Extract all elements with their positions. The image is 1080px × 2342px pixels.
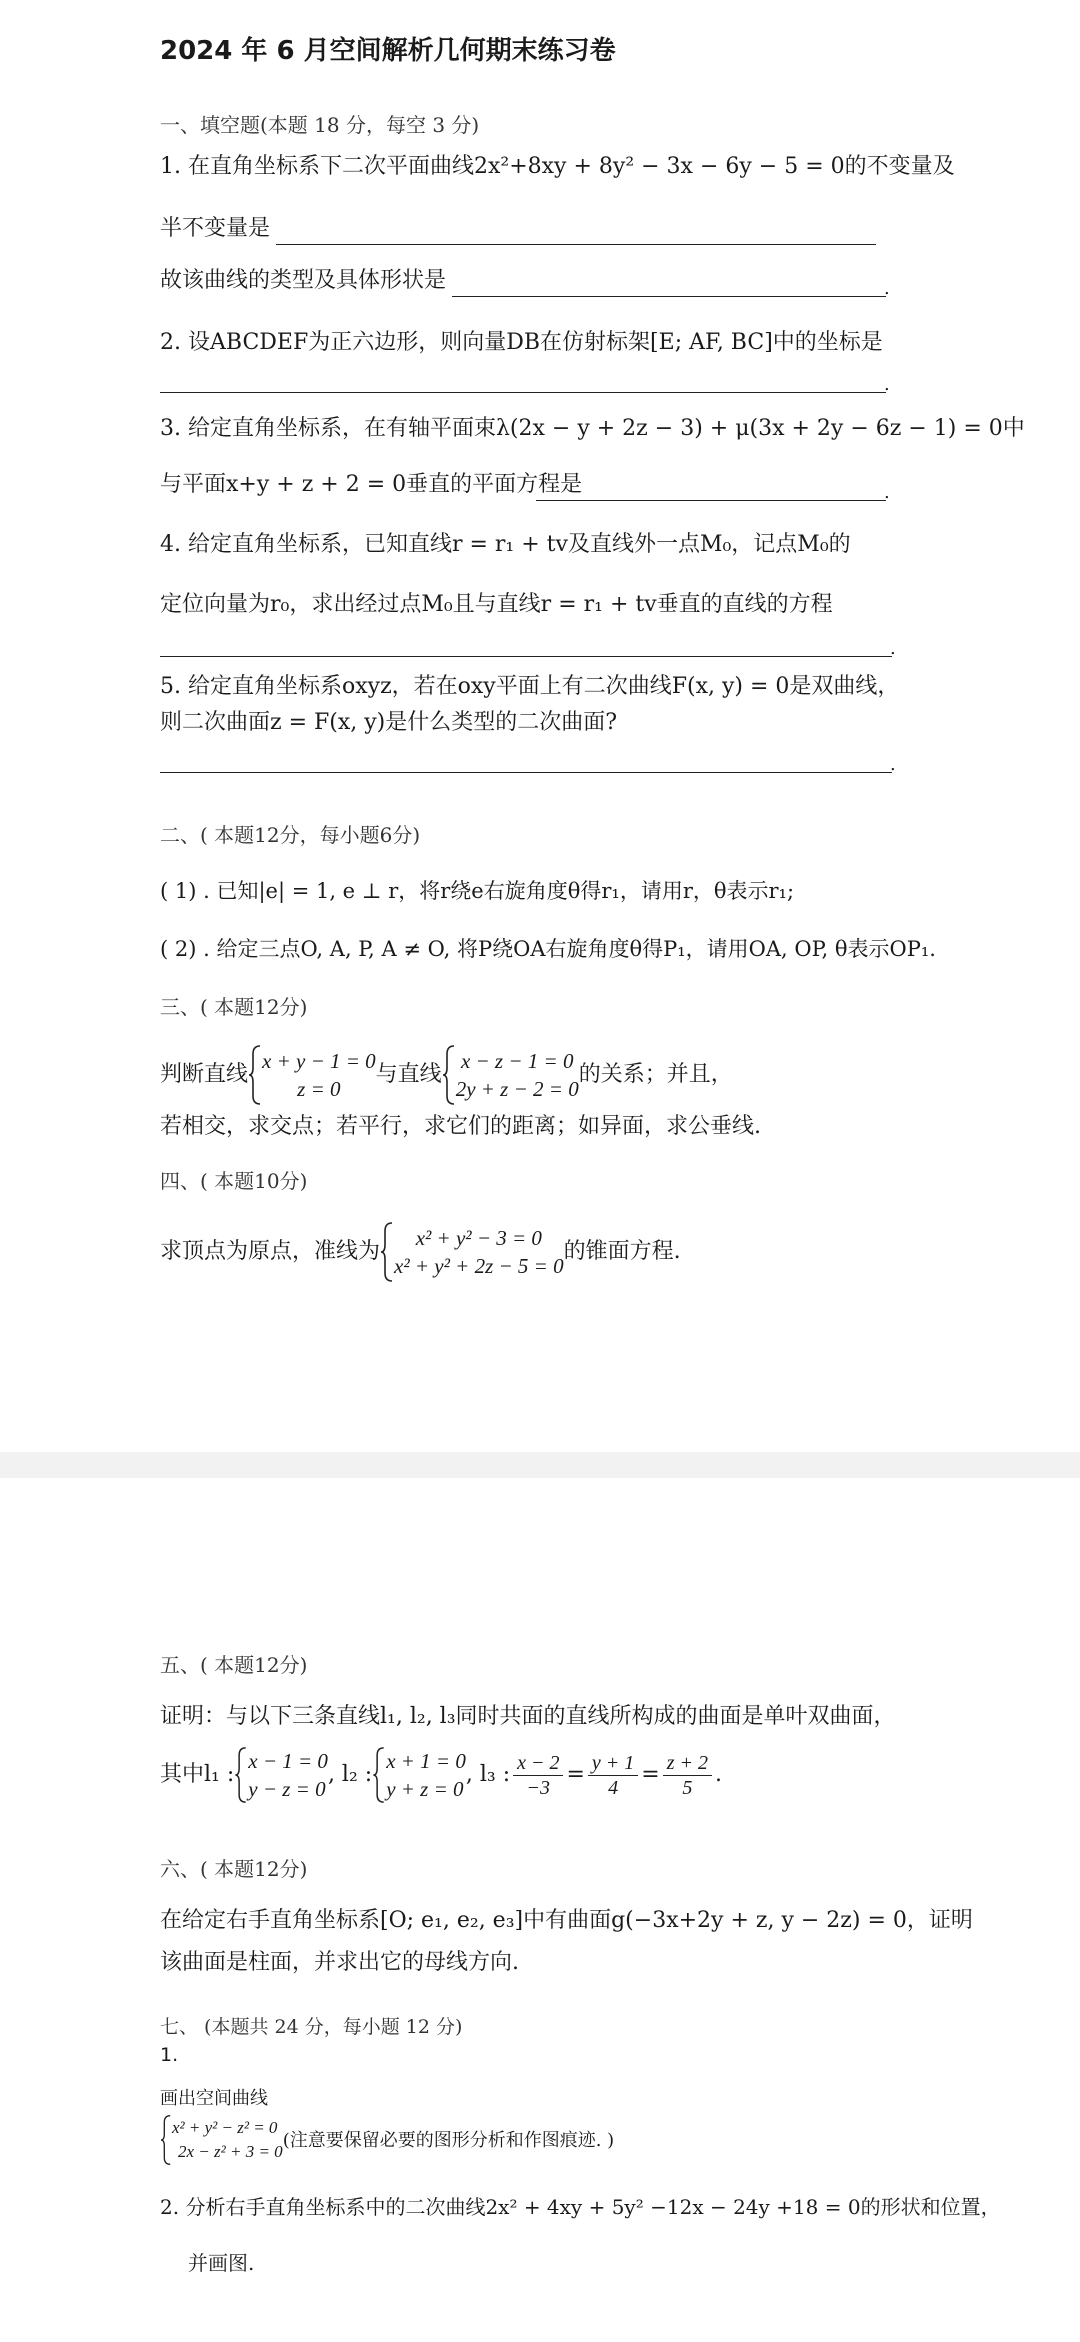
line-l1 bbox=[248, 1747, 328, 1803]
line-l2 bbox=[386, 1747, 466, 1803]
left-brace-icon bbox=[442, 1044, 456, 1106]
q2-line1: 2. 设ABCDEF为正六边形，则向量DB在仿射标架[E; AF, BC]中的坐标是 bbox=[160, 330, 883, 355]
section-3-problem bbox=[160, 1044, 733, 1106]
q3-line1: 3. 给定直角坐标系，在有轴平面束λ(2x − y + 2z − 3) + μ(3x + 2y − 6z − 1) = 0中 bbox=[160, 416, 1025, 441]
section-6-line1: 在给定右手直角坐标系[O; e₁, e₂, e₃]中有曲面g(−3x+2y + z, y − 2z) = 0，证明 bbox=[160, 1908, 973, 1933]
q4-line1: 4. 给定直角坐标系，已知直线r = r₁ + tv及直线外一点M₀，记点M₀的 bbox=[160, 532, 851, 557]
section-4-eq-a: x² + y² − 3 = 0 bbox=[415, 1226, 542, 1250]
drawing-note: (注意要保留必要的图形分析和作图痕迹. ) bbox=[282, 2130, 615, 2151]
section-4-suffix: 的锥面方程. bbox=[563, 1239, 681, 1264]
left-brace-icon bbox=[372, 1746, 386, 1804]
fraction-y-num: y + 1 bbox=[588, 1751, 638, 1776]
section-3-line2: 若相交，求交点；若平行，求它们的距离；如异面，求公垂线. bbox=[160, 1114, 761, 1139]
section-7-q1-system bbox=[160, 2112, 614, 2169]
line-l1-eq-b: y − z = 0 bbox=[248, 1777, 326, 1801]
answer-blank bbox=[160, 392, 886, 393]
fraction-z-den: 5 bbox=[682, 1776, 693, 1799]
system-2-eq-b: 2y + z − 2 = 0 bbox=[455, 1077, 579, 1101]
equals-sign: = bbox=[641, 1762, 660, 1787]
blank-end-dot: . bbox=[890, 638, 896, 659]
left-brace-icon bbox=[380, 1221, 394, 1283]
section-4-problem bbox=[160, 1220, 681, 1284]
fraction-y-den: 4 bbox=[608, 1776, 619, 1799]
section-7-header: 七、 (本题共 24 分，每小题 12 分) bbox=[160, 2016, 463, 2038]
answer-blank bbox=[160, 772, 892, 773]
blank-end-dot: . bbox=[884, 278, 890, 299]
section-4-system bbox=[394, 1224, 564, 1280]
line-l3-label: , l₃ : bbox=[465, 1762, 511, 1787]
section-2-q2: ( 2) . 给定三点O, A, P, A ≠ O, 将P绕OA右旋角度θ得P₁，请用OA, OP, θ表示OP₁. bbox=[160, 937, 936, 961]
blank-end-dot: . bbox=[884, 374, 890, 395]
fraction-z-num: z + 2 bbox=[663, 1751, 712, 1776]
section-2-q1: ( 1) . 已知|e| = 1, e ⊥ r，将r绕e右旋角度θ得r₁，请用r，θ表示r₁; bbox=[160, 879, 795, 903]
section-5-prefix: 其中l₁ : bbox=[160, 1762, 235, 1787]
system-1 bbox=[262, 1047, 376, 1103]
section-4-header: 四、( 本题10分) bbox=[160, 1169, 308, 1193]
fraction-x-num: x − 2 bbox=[513, 1751, 563, 1776]
fraction-x-den: −3 bbox=[526, 1776, 551, 1799]
space-curve-eq-a: x² + y² − z² = 0 bbox=[172, 2118, 278, 2137]
q1-line1: 1. 在直角坐标系下二次平面曲线2x²+8xy + 8y² − 3x − 6y − 5 = 0的不变量及 bbox=[160, 154, 955, 179]
blank-end-dot: . bbox=[884, 482, 890, 503]
answer-blank bbox=[536, 500, 886, 501]
line-l2-label: , l₂ : bbox=[327, 1762, 373, 1787]
section-5-line1: 证明：与以下三条直线l₁, l₂, l₃同时共面的直线所构成的曲面是单叶双曲面， bbox=[160, 1704, 896, 1729]
blank-end-dot: . bbox=[890, 754, 896, 775]
section-7-q2-line1: 2. 分析右手直角坐标系中的二次曲线2x² + 4xy + 5y² −12x − 24y +18 = 0的形状和位置， bbox=[160, 2195, 1001, 2219]
section-7-q1-number: 1. bbox=[160, 2044, 179, 2066]
system-2 bbox=[456, 1047, 579, 1103]
section-4-prefix: 求顶点为原点，准线为 bbox=[160, 1239, 381, 1264]
system-1-eq-b: z = 0 bbox=[297, 1077, 341, 1101]
equals-sign: = bbox=[566, 1762, 585, 1787]
page-separator bbox=[0, 1452, 1080, 1478]
system-1-eq-a: x + y − 1 = 0 bbox=[262, 1049, 376, 1073]
q3-line2: 与平面x+y + z + 2 = 0垂直的平面方程是 bbox=[160, 472, 583, 497]
section-5-lines bbox=[160, 1744, 722, 1806]
section-4-eq-b: x² + y² + 2z − 5 = 0 bbox=[394, 1254, 564, 1278]
section-1-header: 一、填空题(本题 18 分，每空 3 分) bbox=[160, 113, 480, 137]
section-7-q2-line2: 并画图. bbox=[188, 2251, 255, 2275]
q1-line2: 半不变量是 bbox=[160, 216, 271, 241]
section-3-prefix: 判断直线 bbox=[160, 1062, 249, 1087]
fraction-z bbox=[663, 1751, 712, 1800]
fraction-x bbox=[513, 1751, 563, 1800]
answer-blank bbox=[160, 656, 892, 657]
q5-line2: 则二次曲面z = F(x, y)是什么类型的二次曲面? bbox=[160, 710, 618, 735]
section-5-end: . bbox=[715, 1762, 723, 1787]
left-brace-icon bbox=[160, 2114, 172, 2166]
system-2-eq-a: x − z − 1 = 0 bbox=[460, 1049, 574, 1073]
exam-page-2 bbox=[0, 1478, 1080, 2342]
line-l2-eq-b: y + z = 0 bbox=[386, 1777, 464, 1801]
section-6-line2: 该曲面是柱面，并求出它的母线方向. bbox=[160, 1950, 519, 1975]
space-curve-eq-b: 2x − z² + 3 = 0 bbox=[178, 2142, 283, 2161]
left-brace-icon bbox=[234, 1746, 248, 1804]
fraction-y bbox=[588, 1751, 638, 1800]
section-3-header: 三、( 本题12分) bbox=[160, 995, 308, 1019]
section-3-middle: 与直线 bbox=[375, 1062, 442, 1087]
section-7-q1-text: 画出空间曲线 bbox=[160, 2088, 268, 2109]
section-3-suffix: 的关系；并且， bbox=[578, 1062, 733, 1087]
line-l2-eq-a: x + 1 = 0 bbox=[386, 1749, 466, 1773]
line-l1-eq-a: x − 1 = 0 bbox=[248, 1749, 328, 1773]
q5-line1: 5. 给定直角坐标系oxyz，若在oxy平面上有二次曲线F(x, y) = 0是双曲线， bbox=[160, 674, 900, 699]
q4-line2: 定位向量为r₀，求出经过点M₀且与直线r = r₁ + tv垂直的直线的方程 bbox=[160, 592, 833, 617]
exam-title: 2024 年 6 月空间解析几何期末练习卷 bbox=[160, 36, 616, 66]
answer-blank bbox=[276, 244, 876, 245]
section-6-header: 六、( 本题12分) bbox=[160, 1857, 308, 1881]
section-5-header: 五、( 本题12分) bbox=[160, 1653, 308, 1677]
section-2-header: 二、( 本题12分，每小题6分) bbox=[160, 823, 421, 847]
answer-blank bbox=[452, 296, 886, 297]
space-curve-system bbox=[172, 2116, 283, 2164]
q1-line3: 故该曲线的类型及具体形状是 bbox=[160, 268, 447, 293]
left-brace-icon bbox=[248, 1044, 262, 1106]
